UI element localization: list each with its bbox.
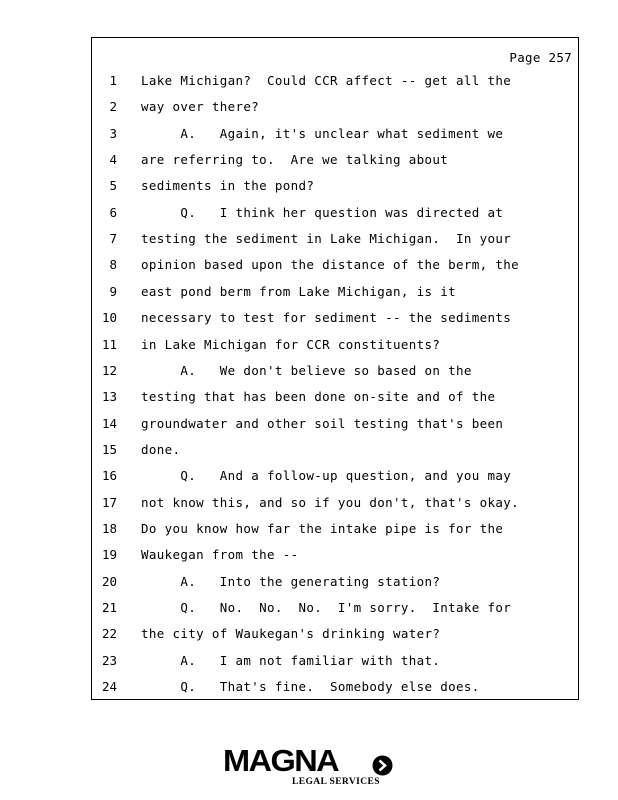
transcript-line: the city of Waukegan's drinking water?	[141, 626, 441, 642]
transcript-page	[91, 37, 579, 700]
magna-logo	[223, 744, 398, 792]
line-number: 20	[101, 573, 117, 589]
line-number: 11	[101, 336, 117, 352]
transcript-line: A. Again, it's unclear what sediment we	[141, 125, 504, 141]
transcript-line: A. We don't believe so based on the	[141, 362, 472, 378]
line-number: 8	[109, 257, 117, 273]
transcript-line: Waukegan from the --	[141, 547, 299, 563]
transcript-line: opinion based upon the distance of the berm, the	[141, 257, 520, 273]
transcript-line: not know this, and so if you don't, that's okay.	[141, 494, 520, 510]
transcript-line: sediments in the pond?	[141, 178, 315, 194]
line-number: 17	[101, 494, 117, 510]
line-number: 3	[109, 125, 117, 141]
line-number: 22	[101, 626, 117, 642]
line-number: 6	[109, 204, 117, 220]
transcript-line: necessary to test for sediment -- the sediments	[141, 310, 512, 326]
line-number: 10	[101, 310, 117, 326]
transcript-line: Do you know how far the intake pipe is for the	[141, 520, 504, 536]
line-number: 7	[109, 231, 117, 247]
transcript-line: testing the sediment in Lake Michigan. In your	[141, 231, 512, 247]
transcript-line: Lake Michigan? Could CCR affect -- get all the	[141, 73, 512, 88]
logo-wordmark: MAGNA	[223, 743, 339, 778]
transcript-line: Q. And a follow-up question, and you may	[141, 468, 512, 484]
line-number: 21	[101, 600, 117, 615]
line-number: 19	[101, 547, 117, 563]
transcript-line: Q. That's fine. Somebody else does.	[141, 679, 480, 695]
logo-subtitle: LEGAL SERVICES	[292, 777, 380, 787]
transcript-line: in Lake Michigan for CCR constituents?	[141, 336, 441, 352]
page-number: Page 257	[509, 50, 572, 65]
transcript-line: are referring to. Are we talking about	[141, 152, 449, 168]
line-number: 1	[109, 73, 117, 88]
transcript-line: A. Into the generating station?	[141, 573, 441, 589]
line-number: 5	[109, 178, 117, 194]
line-number: 23	[101, 652, 117, 668]
transcript-line: A. I am not familiar with that.	[141, 652, 441, 668]
transcript-line: Q. No. No. No. I'm sorry. Intake for	[141, 600, 512, 615]
line-number: 24	[101, 679, 117, 695]
line-number: 13	[101, 389, 117, 405]
line-number: 12	[101, 362, 117, 378]
transcript-line: Q. I think her question was directed at	[141, 204, 504, 220]
transcript-line: east pond berm from Lake Michigan, is it	[141, 283, 457, 299]
transcript-line: groundwater and other soil testing that's been	[141, 415, 504, 431]
line-number: 4	[109, 152, 117, 168]
transcript-line: done.	[141, 441, 181, 457]
line-number: 18	[101, 520, 117, 536]
line-number: 2	[109, 99, 117, 115]
chevron-right-circle-icon	[372, 755, 393, 776]
line-number: 16	[101, 468, 117, 484]
line-number: 15	[101, 441, 117, 457]
transcript-line: testing that has been done on-site and of the	[141, 389, 496, 405]
transcript-line: way over there?	[141, 99, 260, 115]
line-number: 9	[109, 283, 117, 299]
line-number: 14	[101, 415, 117, 431]
